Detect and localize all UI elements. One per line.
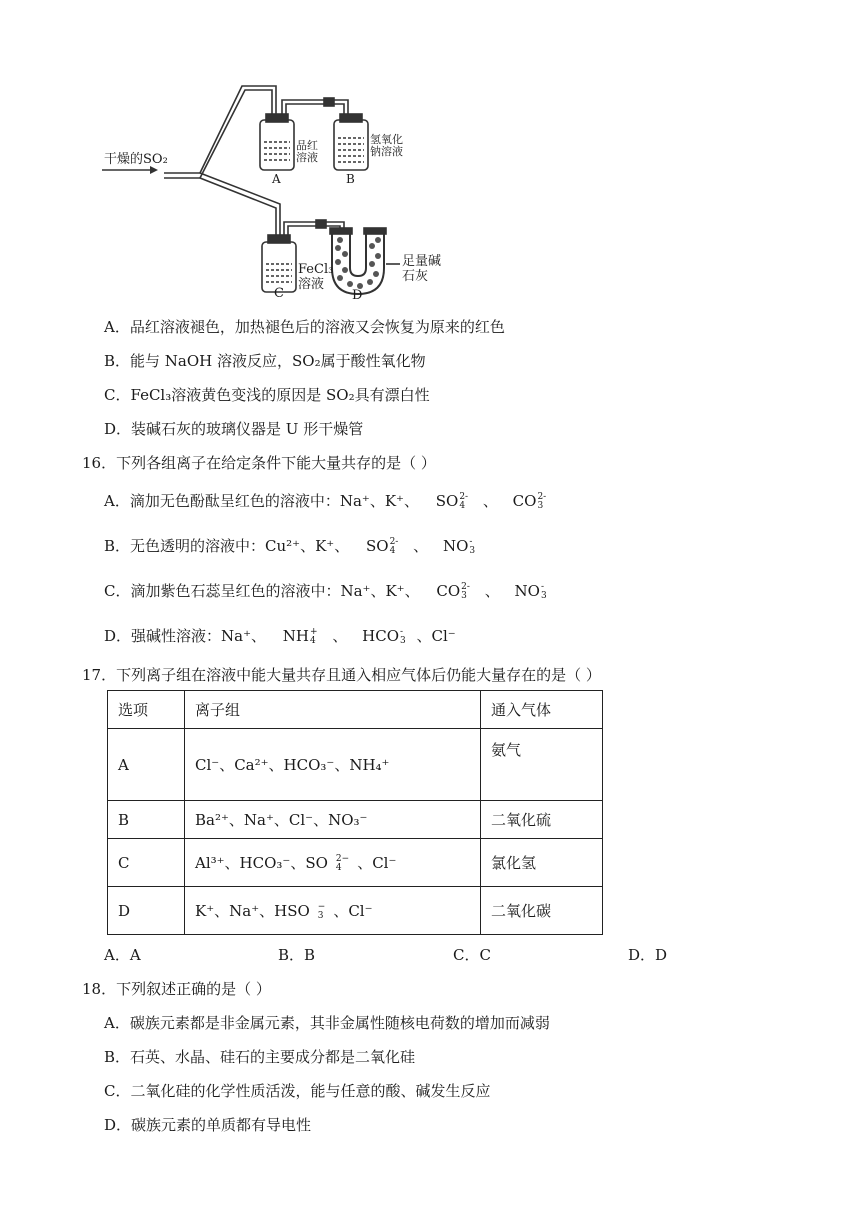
- row-c-option: C: [108, 839, 185, 887]
- bottle-c-letter: C: [274, 286, 284, 301]
- row-b-option: B: [108, 801, 185, 839]
- row-c-ions-cell: [185, 839, 481, 887]
- table-row: [108, 801, 603, 839]
- ion-no3-charge: - 3: [540, 582, 547, 601]
- q17-answer-a: A．A: [104, 946, 141, 964]
- table-header-row: [108, 691, 603, 729]
- q15-option-d: D．装碱石灰的玻璃仪器是 U 形干燥管: [104, 420, 364, 438]
- ion-so4: [436, 492, 468, 510]
- ion-co3-charge: 2- 3: [461, 582, 470, 601]
- table-row: [108, 839, 603, 887]
- row-d-tail: 、Cl⁻: [333, 902, 373, 920]
- q15-option-b: B．能与 NaOH 溶液反应，SO₂属于酸性氧化物: [104, 352, 426, 370]
- q15-option-c: C．FeCl₃溶液黄色变浅的原因是 SO₂具有漂白性: [104, 386, 430, 404]
- row-a-option: A: [108, 729, 185, 801]
- q15-option-a: A．品红溶液褪色，加热褪色后的溶液又会恢复为原来的红色: [104, 318, 505, 336]
- bottle-a-label: 品红溶液: [296, 139, 318, 164]
- inlet-arrow: [100, 162, 162, 180]
- row-d-gas: 二氧化碳: [481, 887, 603, 935]
- ion-nh4-base: NH: [282, 627, 310, 645]
- q17-table: [107, 690, 603, 935]
- ion-so4-base: SO: [366, 537, 389, 555]
- q16-stem: 16．下列各组离子在给定条件下能大量共存的是（ ）: [82, 454, 436, 472]
- row-b-ions: Ba²⁺、Na⁺、Cl⁻、NO₃⁻: [185, 801, 481, 839]
- bottle-a-letter: A: [272, 172, 281, 186]
- q16-a-prefix: A．滴加无色酚酞呈红色的溶液中：Na⁺、K⁺、: [104, 492, 419, 510]
- q17-answer-c: C．C: [453, 946, 491, 964]
- q16-option-b: [104, 535, 475, 556]
- q18-option-a: A．碳族元素都是非金属元素，其非金属性随核电荷数的增加而减弱: [104, 1014, 550, 1032]
- table-row: [108, 887, 603, 935]
- q16-c-prefix: C．滴加紫色石蕊呈红色的溶液中：Na⁺、K⁺、: [104, 582, 420, 600]
- q18-option-b: B．石英、水晶、硅石的主要成分都是二氧化硅: [104, 1048, 416, 1066]
- ion-hco3-charge: - 3: [400, 627, 406, 646]
- ion-nh4-charge: + 4: [310, 627, 318, 646]
- row-c-tail: 、Cl⁻: [357, 854, 397, 872]
- tube-d-label: 足量碱石灰: [402, 254, 442, 284]
- q16-b-prefix: B．无色透明的溶液中：Cu²⁺、K⁺、: [104, 537, 350, 555]
- header-ions: 离子组: [185, 691, 481, 729]
- q17-stem: 17．下列离子组在溶液中能大量共存且通入相应气体后仍能大量存在的是（ ）: [82, 666, 601, 684]
- q16-a-sep: 、: [482, 492, 498, 510]
- q18-option-d: D．碳族元素的单质都有导电性: [104, 1116, 312, 1134]
- row-c-gas: 氯化氢: [481, 839, 603, 887]
- ion-no3: [443, 537, 475, 555]
- row-a-gas: 氨气: [481, 729, 603, 801]
- row-a-ions: Cl⁻、Ca²⁺、HCO₃⁻、NH₄⁺: [185, 729, 481, 801]
- ion-so4-charge: 2- 4: [459, 492, 469, 511]
- ion-no3-charge: - 3: [469, 537, 476, 556]
- q16-d-cl: 、Cl⁻: [416, 627, 456, 645]
- ion-so4-base: SO: [435, 492, 459, 510]
- row-c-charge: 2− 4: [335, 854, 350, 873]
- row-d-ions-cell: [185, 887, 481, 935]
- ion-co3: [513, 492, 547, 510]
- ion-no3: [515, 582, 547, 600]
- q16-b-sep: 、: [413, 537, 429, 555]
- q16-c-sep: 、: [484, 582, 500, 600]
- ion-no3-base: NO: [514, 582, 540, 600]
- q16-d-prefix: D．强碱性溶液：Na⁺、: [104, 627, 267, 645]
- ion-co3-charge: 2- 3: [537, 492, 547, 511]
- q16-d-sep: 、: [332, 627, 348, 645]
- tube-d-letter: D: [352, 288, 363, 303]
- ion-co3-base: CO: [436, 582, 461, 600]
- row-d-ions: K⁺、Na⁺、HSO: [195, 902, 310, 920]
- q16-option-c: [104, 580, 547, 601]
- header-gas: 通入气体: [481, 691, 603, 729]
- row-b-gas: 二氧化硫: [481, 801, 603, 839]
- ion-so4-charge: 2- 4: [389, 537, 399, 556]
- inlet-label: 干燥的SO₂: [104, 152, 168, 167]
- ion-hco3: [362, 627, 406, 645]
- bottle-b-letter: B: [346, 172, 355, 186]
- bottle-b-label: 氢氧化钠溶液: [370, 133, 403, 158]
- ion-no3-base: NO: [442, 537, 469, 555]
- q17-answer-d: D．D: [628, 946, 668, 964]
- q18-stem: 18．下列叙述正确的是（ ）: [82, 980, 271, 998]
- ion-nh4: [283, 627, 318, 645]
- apparatus-diagram: [100, 78, 460, 308]
- bottle-c-label: FeCl₃溶液: [298, 262, 334, 292]
- ion-co3: [436, 582, 470, 600]
- ion-so4: [366, 537, 398, 555]
- q18-option-c: C．二氧化硅的化学性质活泼，能与任意的酸、碱发生反应: [104, 1082, 491, 1100]
- table-row: [108, 729, 603, 801]
- q16-option-a: [104, 490, 546, 511]
- row-d-charge: − 3: [317, 902, 326, 921]
- row-c-ions: Al³⁺、HCO₃⁻、SO: [195, 854, 328, 872]
- row-d-option: D: [108, 887, 185, 935]
- q16-option-d: [104, 625, 456, 646]
- header-option: 选项: [108, 691, 185, 729]
- q17-answer-b: B．B: [278, 946, 316, 964]
- ion-co3-base: CO: [512, 492, 537, 510]
- ion-hco3-base: HCO: [362, 627, 399, 645]
